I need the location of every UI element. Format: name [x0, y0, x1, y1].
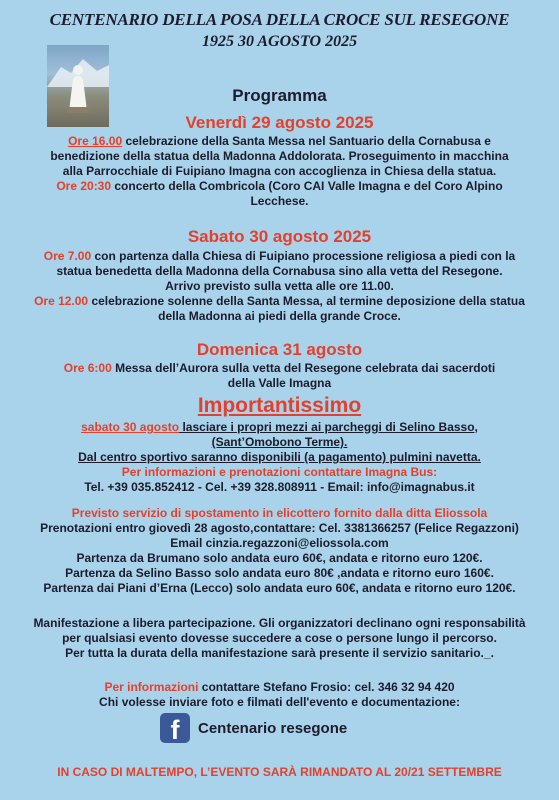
saturday-block — [0, 249, 559, 324]
saturday-line-5: della Madonna ai piedi della grande Croce. — [158, 309, 401, 323]
heli-line-6: Partenza dai Piani d’Erna (Lecco) solo andata euro 60€, andata e ritorno euro 120€. — [43, 581, 516, 595]
friday-line-2: benedizione della statua della Madonna Addolorata. Proseguimento in macchina — [50, 149, 509, 163]
program-heading: Programma — [232, 86, 327, 105]
facebook-icon[interactable] — [160, 713, 190, 743]
sunday-heading: Domenica 31 agosto — [196, 340, 363, 359]
contact-label: Per informazioni — [104, 680, 199, 694]
friday-time-1: Ore 16.00 — [68, 134, 123, 148]
saturday-line-1: con partenza dalla Chiesa di Fuipiano processione religiosa a piedi con la — [91, 249, 516, 263]
saturday-line-3: Arrivo previsto sulla vetta alle ore 11.00. — [165, 279, 394, 293]
important-block — [0, 420, 559, 495]
notice-line-1: Manifestazione a libera partecipazione. Gli organizzatori declinano ogni responsabilità — [33, 616, 526, 630]
important-line-3: Dal centro sportivo saranno disponibili (a pagamento) pulmini navetta. — [78, 450, 481, 464]
friday-block — [0, 134, 559, 209]
facebook-page-label[interactable]: Centenario resegone — [198, 720, 348, 737]
friday-heading: Venerdì 29 agosto 2025 — [185, 113, 374, 132]
flyer-title: CENTENARIO DELLA POSA DELLA CROCE SUL RESEGONE — [49, 10, 510, 29]
important-line-4: Per informazioni e prenotazioni contattare Imagna Bus: — [121, 465, 438, 479]
friday-line-4: concerto della Combricola (Coro CAI Valle Imagna e del Coro Alpino — [111, 179, 503, 193]
heli-line-2: Prenotazioni entro giovedì 28 agosto,contattare: Cel. 3381366257 (Felice Regazzoni) — [40, 521, 519, 535]
contact-line-1: contattare Stefano Frosio: cel. 346 32 94 420 — [198, 680, 455, 694]
important-date: sabato 30 agosto — [81, 420, 180, 434]
weather-notice: IN CASO DI MALTEMPO, L’EVENTO SARÀ RIMANDATO AL 20/21 SETTEMBRE — [57, 765, 502, 779]
heli-line-5: Partenza da Selino Basso solo andata euro 80€ ,andata e ritorno euro 160€. — [65, 566, 494, 580]
sunday-line-1: Messa dell’Aurora sulla vetta del Resegone celebrata dai sacerdoti — [111, 361, 496, 375]
friday-line-3: alla Parrocchiale di Fuipiano Imagna con accoglienza in Chiesa della statua. — [62, 164, 497, 178]
saturday-time-2: Ore 12.00 — [34, 294, 89, 308]
friday-line-5: Lecchese. — [250, 194, 309, 208]
heli-line-1: Previsto servizio di spostamento in elicottero fornito dalla ditta Eliossola — [71, 506, 488, 520]
heli-line-3: Email cinzia.regazzoni@eliossola.com — [170, 536, 389, 550]
important-line-2: (Sant’Omobono Terme). — [211, 435, 348, 449]
heli-line-4: Partenza da Brumano solo andata euro 60€, andata e ritorno euro 120€. — [76, 551, 483, 565]
contact-block — [0, 680, 559, 710]
saturday-line-2: statua benedetta della Madonna della Cornabusa sino alla vetta del Resegone. — [56, 264, 503, 278]
important-heading: Importantissimo — [197, 394, 362, 417]
helicopter-block — [0, 506, 559, 596]
saturday-time-1: Ore 7.00 — [43, 249, 92, 263]
sunday-line-2: della Valle Imagna — [227, 376, 332, 390]
flyer-dates: 1925 30 AGOSTO 2025 — [201, 33, 358, 50]
notice-line-3: Per tutta la durata della manifestazione sarà presente il servizio sanitario._. — [65, 646, 494, 660]
notice-line-2: per qualsiasi evento dovesse succedere a cose o persone lungo il percorso. — [62, 631, 497, 645]
saturday-heading: Sabato 30 agosto 2025 — [187, 227, 372, 246]
friday-line-1: celebrazione della Santa Messa nel Santuario della Cornabusa e — [122, 134, 491, 148]
sunday-time-1: Ore 6:00 — [63, 361, 112, 375]
facebook-letter: f — [170, 715, 180, 745]
important-line-5: Tel. +39 035.852412 - Cel. +39 328.808911 - Email: info@imagnabus.it — [84, 480, 475, 494]
saturday-line-4: celebrazione solenne della Santa Messa, al termine deposizione della statua — [88, 294, 525, 308]
friday-time-2: Ore 20:30 — [56, 179, 112, 193]
sunday-block — [0, 361, 559, 391]
contact-line-2: Chi volesse inviare foto e filmati dell'evento e documentazione: — [99, 695, 460, 709]
notice-block — [0, 616, 559, 661]
important-line-1: lasciare i propri mezzi ai parcheggi di Selino Basso, — [179, 420, 478, 434]
